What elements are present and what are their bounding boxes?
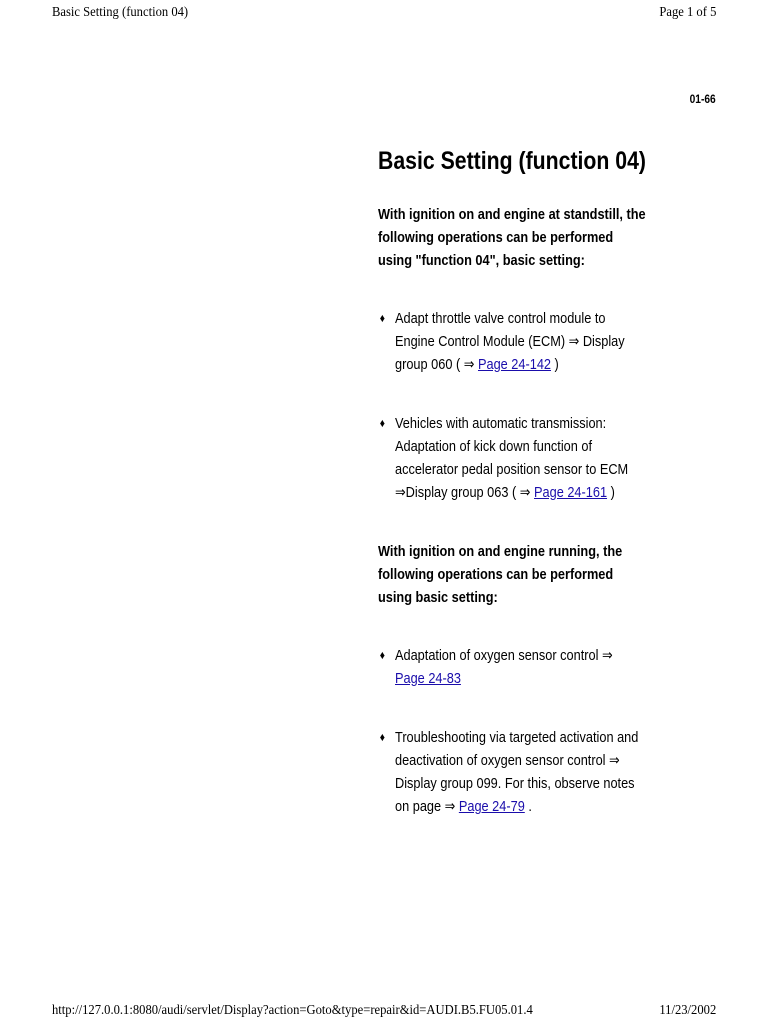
- list-item-kickdown-adaptation: [378, 412, 646, 504]
- list-item-throttle-adaptation: [378, 307, 646, 376]
- diamond-bullet-icon: ♦: [379, 311, 385, 325]
- document-content: [378, 146, 646, 854]
- link-page-24-83[interactable]: Page 24-83: [395, 670, 461, 687]
- list-item-suffix: ): [551, 356, 559, 373]
- diamond-bullet-icon: ♦: [379, 416, 385, 430]
- list-item-oxygen-adaptation: [378, 644, 646, 690]
- list-item-suffix: .: [524, 798, 532, 815]
- list-item-text: Adapt throttle valve control module to Engine Control Module (ECM) ⇒ Display group 060 ( ⇒: [395, 310, 625, 373]
- list-item-oxygen-troubleshooting: [378, 726, 646, 818]
- list-item-text: Vehicles with automatic transmission: Adaptation of kick down function of accelerator pedal position sensor to ECM ⇒Display group 063 ( ⇒: [395, 415, 629, 501]
- footer-url: http://127.0.0.1:8080/audi/servlet/Display?action=Goto&type=repair&id=AUDI.B5.FU05.01.4: [52, 1003, 533, 1018]
- diamond-bullet-icon: ♦: [379, 730, 385, 744]
- link-page-24-161[interactable]: Page 24-161: [534, 484, 608, 501]
- diamond-bullet-icon: ♦: [379, 648, 385, 662]
- list-item-suffix: ): [607, 484, 615, 501]
- header-page-number: Page 1 of 5: [658, 5, 716, 20]
- link-page-24-79[interactable]: Page 24-79: [458, 798, 525, 815]
- link-page-24-142[interactable]: Page 24-142: [477, 356, 552, 373]
- footer-date: 11/23/2002: [659, 1003, 716, 1018]
- header-title: Basic Setting (function 04): [52, 5, 189, 20]
- intro-standstill: With ignition on and engine at standstill, the following operations can be performed using "function 04", basic setting:: [378, 206, 646, 269]
- list-item-text: Adaptation of oxygen sensor control ⇒: [395, 647, 613, 664]
- page-code: 01-66: [689, 92, 716, 106]
- page-title: Basic Setting (function 04): [378, 147, 647, 175]
- intro-running: With ignition on and engine running, the following operations can be performed using basic setting:: [378, 543, 623, 606]
- list-item-text: Troubleshooting via targeted activation and deactivation of oxygen sensor control ⇒ Display group 099. For this, observe notes on page ⇒: [395, 729, 639, 815]
